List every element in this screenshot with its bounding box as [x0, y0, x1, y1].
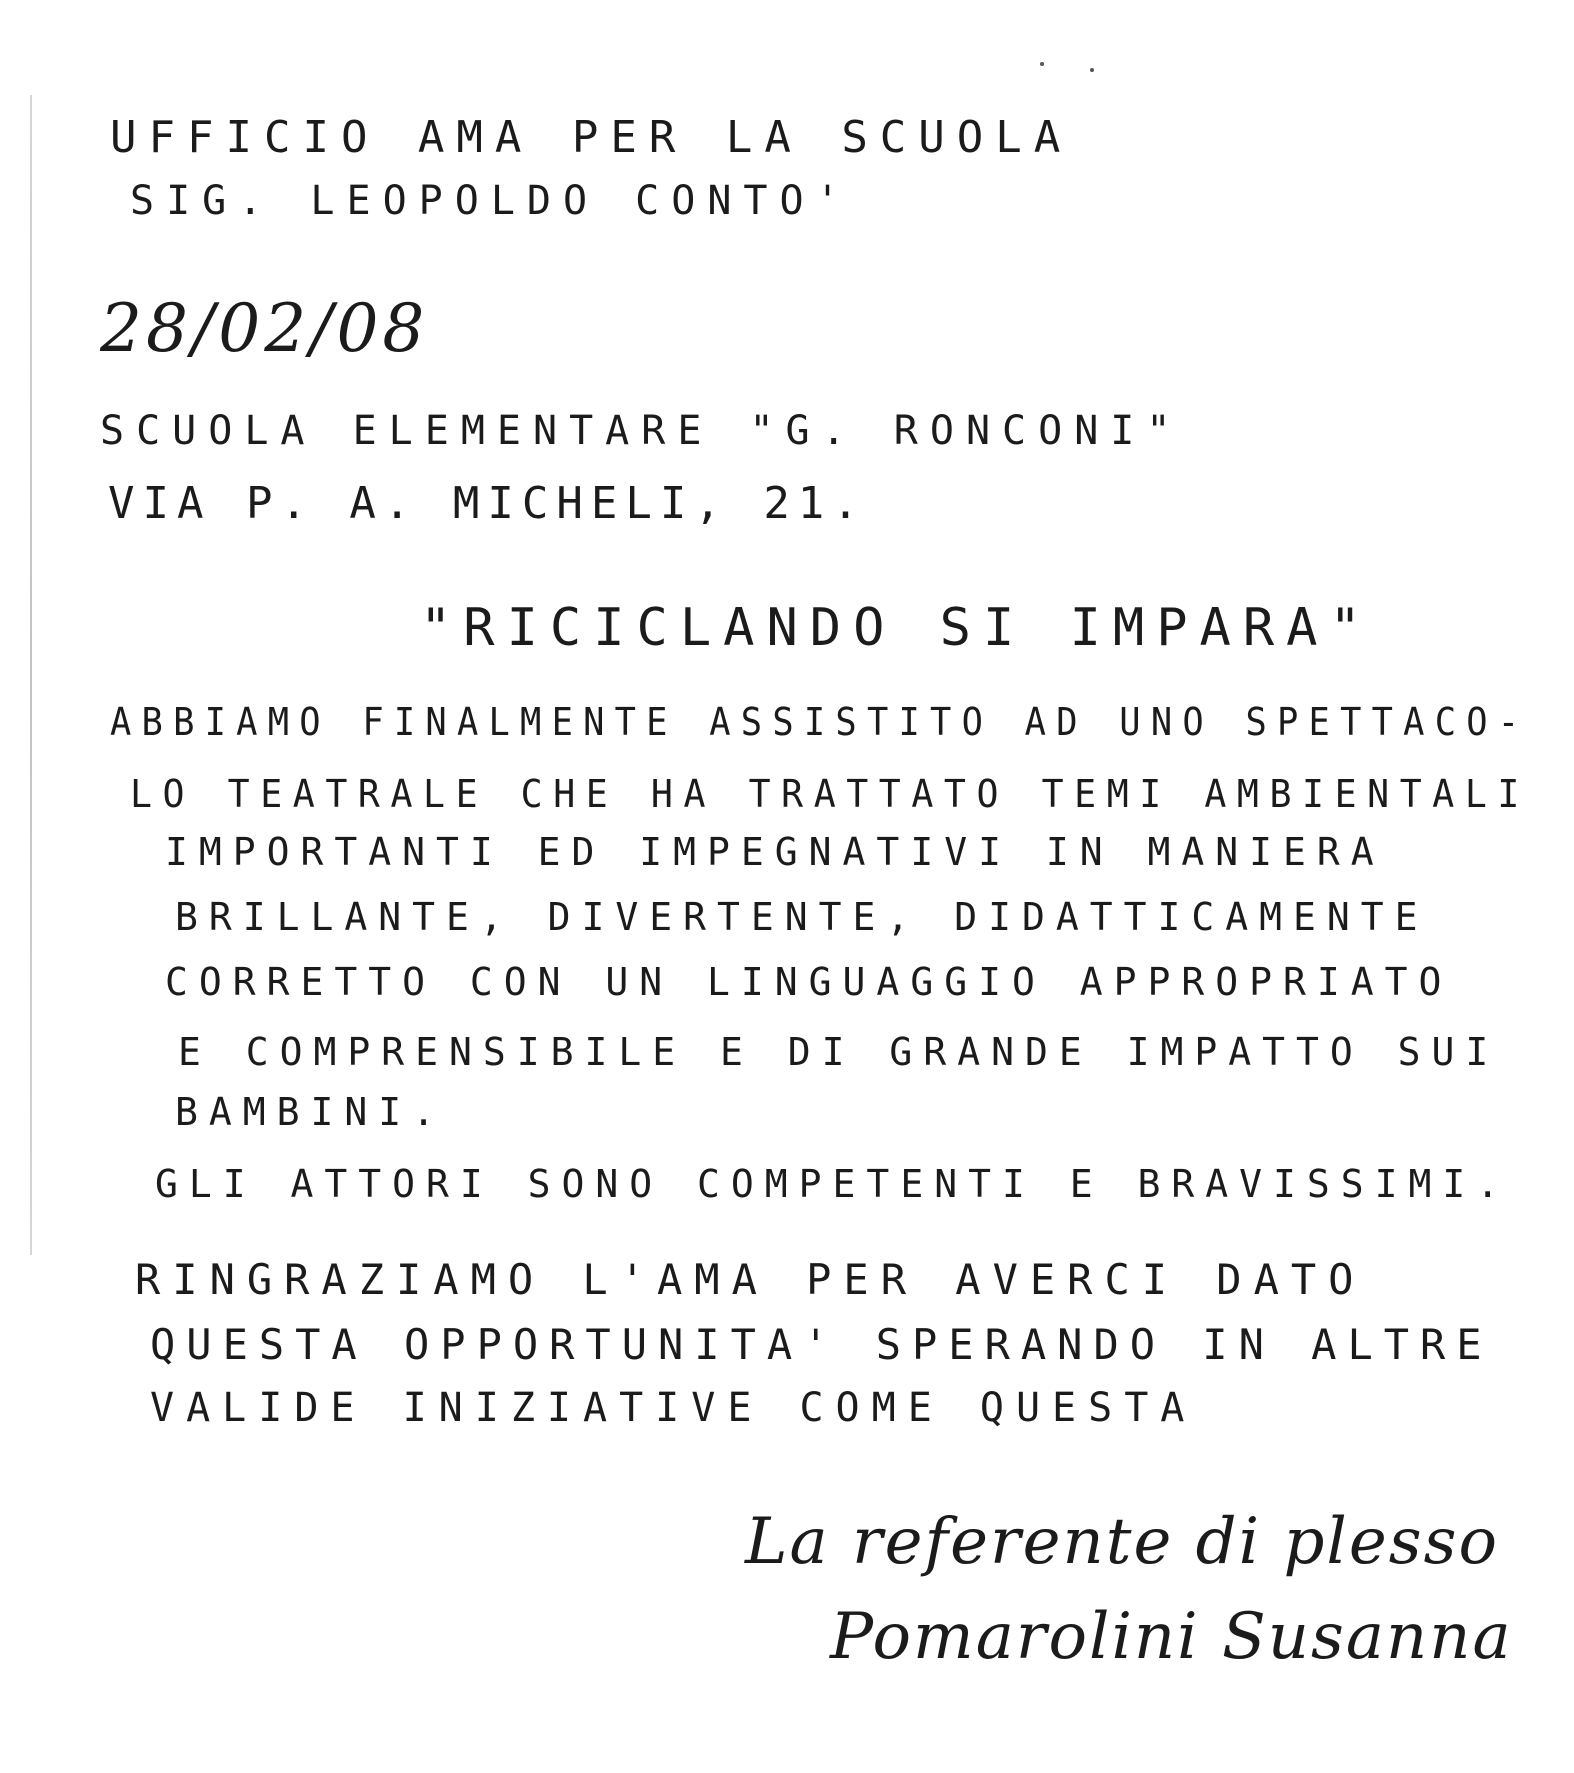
body-line: E COMPRENSIBILE E DI GRANDE IMPATTO SUI: [178, 1030, 1500, 1074]
scan-edge-line: [30, 95, 32, 1255]
scan-speck: [1090, 68, 1094, 72]
body-line: ABBIAMO FINALMENTE ASSISTITO AD UNO SPETTACO-: [110, 700, 1530, 744]
thanks-line: QUESTA OPPORTUNITA' SPERANDO IN ALTRE: [150, 1320, 1493, 1369]
thanks-line: RINGRAZIAMO L'AMA PER AVERCI DATO: [135, 1255, 1366, 1304]
office-heading: UFFICIO AMA PER LA SCUOLA: [110, 112, 1073, 163]
body-line: LO TEATRALE CHE HA TRATTATO TEMI AMBIENTALI: [130, 772, 1530, 816]
signature-name: Pomarolini Susanna: [830, 1600, 1513, 1674]
school-address: VIA P. A. MICHELI, 21.: [108, 478, 867, 529]
letter-date: 28/02/08: [100, 290, 429, 367]
body-line: GLI ATTORI SONO COMPETENTI E BRAVISSIMI.: [155, 1162, 1511, 1206]
body-line: BRILLANTE, DIVERTENTE, DIDATTICAMENTE: [175, 895, 1429, 939]
signature-role: La referente di plesso: [745, 1505, 1499, 1579]
recipient-name: SIG. LEOPOLDO CONTO': [130, 178, 852, 224]
body-line: BAMBINI.: [175, 1090, 447, 1134]
school-name: SCUOLA ELEMENTARE "G. RONCONI": [100, 408, 1183, 454]
thanks-line: VALIDE INIZIATIVE COME QUESTA: [150, 1385, 1197, 1431]
body-line: IMPORTANTI ED IMPEGNATIVI IN MANIERA: [165, 830, 1385, 874]
show-title: "RICICLANDO SI IMPARA": [420, 598, 1373, 658]
body-line: CORRETTO CON UN LINGUAGGIO APPROPRIATO: [165, 960, 1453, 1004]
scan-speck: [1040, 62, 1044, 66]
